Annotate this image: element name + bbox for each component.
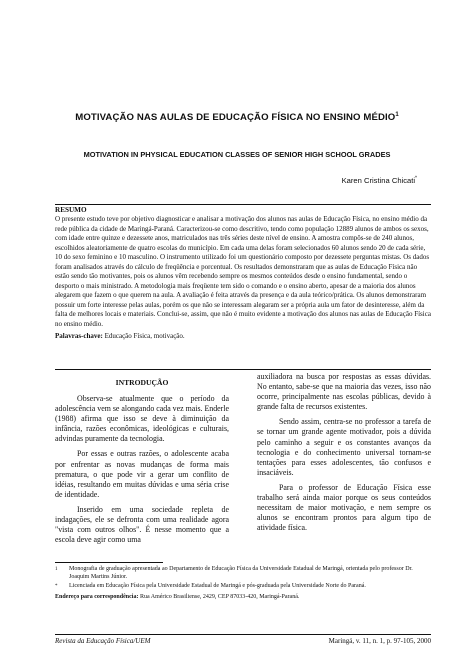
footnote-mark: 1 xyxy=(55,567,58,572)
citation-info: Maringá, v. 11, n. 1, p. 97-105, 2000 xyxy=(328,637,431,645)
abstract-section xyxy=(55,204,431,342)
journal-name: Revista da Educação Física/UEM xyxy=(55,637,151,645)
body-paragraph: Por essas e outras razões, o adolescente acaba por enfrentar as novas mudanças de forma mais prematura, o que pode vir a gerar um conflito de idéias, resultando em muitas dúvidas e uma séria crise de identidade. xyxy=(55,449,229,499)
abstract-text: O presente estudo teve por objetivo diagnosticar e analisar a motivação dos alunos nas aulas de Educação Física, no ensino médio da rede pública da cidade de Maringá-Paraná. Caracterizou-se como descritivo, tendo como população 12889 alunos de ambos os sexos, com idade entre quinze e dezessete anos, matriculados nas três séries deste nível de ensino. A amostra compôs-se de 240 alunos, escolhidos aleatoriamente de quatro escolas do município. Em cada uma delas foram selecionados 60 alunos sendo 20 de cada série, 10 do sexo feminino e 10 masculino. O instrumento utilizado foi um questionário composto por dezessete perguntas mistas. Os dados foram analisados através do cálculo de freqüência e porcentual. Os resultados demonstraram que as aulas de Educação Física não estão sendo tão motivantes, pois os alunos vêm recebendo sempre os mesmos conteúdos desde o ensino fundamental, sendo o desporto o mais ministrado. A metodologia mais freqüente tem sido o comando e o ensino aberto, apesar de a maioria dos alunos alegarem que fazem o que querem na aula. A avaliação é feita através da presença e da aula teórico/prática. Os alunos demonstraram possuir um forte interesse pelas aulas, porém os que não se interessam alegaram ser a própria aula um fator de desinteresse, além da falta de melhores locais e materiais. Conclui-se, assim, que não é muito evidente a motivação dos alunos nas aulas de Educação Física no ensino médio. xyxy=(55,215,431,328)
keywords-text: Educação Física, motivação. xyxy=(104,332,185,340)
paper-title-text: MOTIVAÇÃO NAS AULAS DE EDUCAÇÃO FÍSICA NO ENSINO MÉDIO xyxy=(75,112,396,123)
keywords-label: Palavras-chave: xyxy=(55,332,103,340)
paper-title-english: MOTIVATION IN PHYSICAL EDUCATION CLASSES OF SENIOR HIGH SCHOOL GRADES xyxy=(83,150,391,159)
footnote-text: Monografia de graduação apresentada ao Departamento de Educação Física da Universidade Estadual de Maringá, orientada pelo professor Dr. Joaquim Martins Júnior. xyxy=(69,566,413,580)
abstract-divider xyxy=(55,369,431,370)
body-paragraph: Observa-se atualmente que o período da adolescência vem se alongando cada vez mais. Enderle (1988) afirma que isso se deve à diminuição da infância, razões econômicas, ideológicas e culturais, advindas puramente da tecnologia. xyxy=(55,394,229,444)
body-paragraph: auxiliadora na busca por respostas as essas dúvidas. No entanto, sabe-se que na maioria das vezes, isso não ocorre, principalmente nas escolas públicas, devido à grande falta de recursos existentes. xyxy=(257,372,431,412)
author-name-text: Karen Cristina Chicati xyxy=(341,176,416,185)
left-column xyxy=(55,372,229,550)
body-paragraph: Para o professor de Educação Física esse trabalho será ainda maior porque os seus conteúdos necessitam de maior motivação, e nem sempre os alunos se encontram prontos para algum tipo de atividade física. xyxy=(257,482,431,533)
footnote xyxy=(55,566,431,581)
correspondence-label: Endereço para correspondência: xyxy=(55,593,139,600)
correspondence-address xyxy=(55,593,431,601)
footnote-mark: * xyxy=(55,584,58,590)
author-footnote-mark: * xyxy=(415,175,417,182)
body-paragraph: Sendo assim, centra-se no professor a tarefa de se tornar um grande agente motivador, pois a dúvida pelo caminho a seguir e os constantes avanços da tecnologia e do conhecimento universal tornam-se tentações para esses adolescentes, tão confusos e insaciáveis. xyxy=(257,417,431,477)
author-name xyxy=(342,176,417,185)
title-footnote-mark: 1 xyxy=(395,111,399,118)
right-column xyxy=(257,372,431,538)
footnote-text: Licenciada em Educação Física pela Universidade Estadual de Maringá e pós-graduada pela Universidade Norte do Paraná. xyxy=(69,583,366,590)
body-paragraph: Inserido em uma sociedade repleta de indagações, ele se defronta com uma realidade agora "vista com outros olhos". É nesse momento que a escola deve agir como uma xyxy=(55,504,229,545)
footnote xyxy=(55,583,431,591)
paper-title xyxy=(30,112,444,123)
section-title-introducao: INTRODUÇÃO xyxy=(115,378,169,387)
footnote-divider xyxy=(55,562,163,563)
correspondence-text: Rua Américo Brasiliense, 2429, CEP 87033-420, Maringá-Paraná. xyxy=(139,593,300,600)
keywords xyxy=(55,332,431,342)
page-footer xyxy=(55,634,431,645)
abstract-heading: RESUMO xyxy=(55,206,87,214)
footnotes xyxy=(55,566,431,601)
